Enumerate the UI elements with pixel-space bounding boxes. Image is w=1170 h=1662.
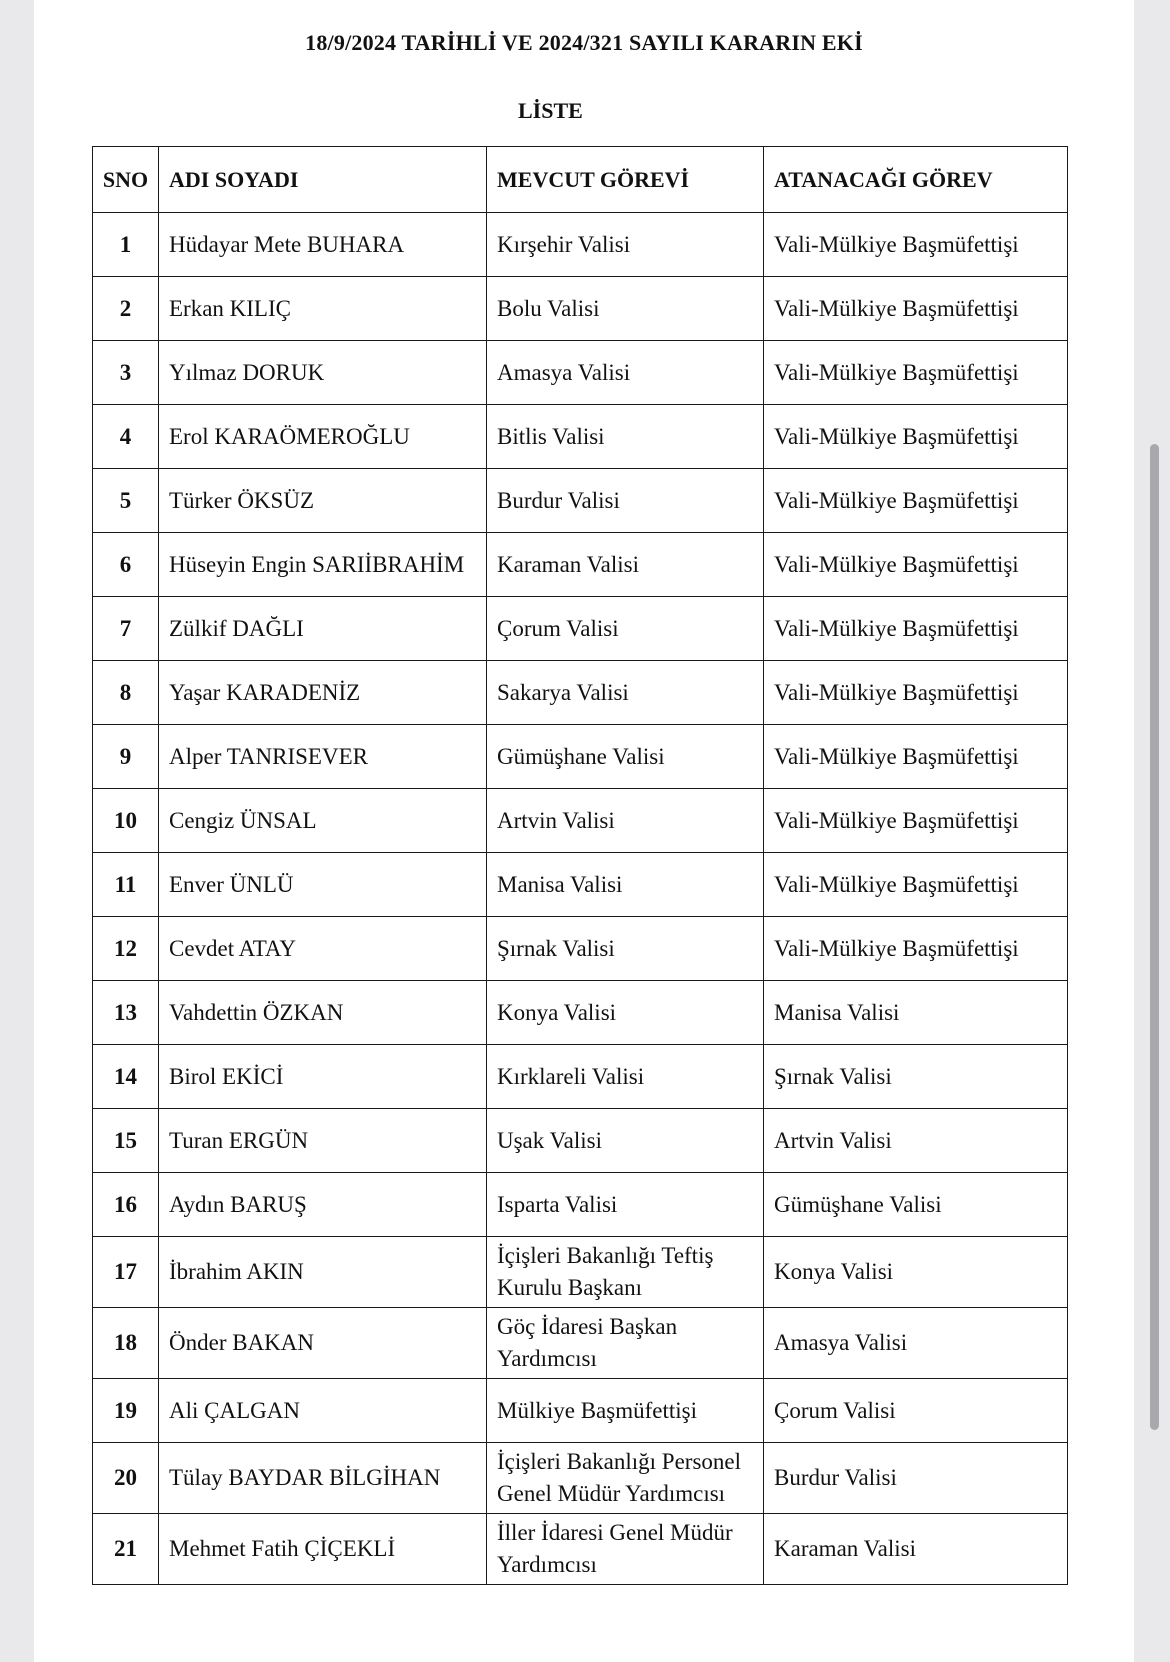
header-assigned-position: ATANACAĞI GÖREV [764, 147, 1068, 213]
cell-sno: 12 [93, 917, 159, 981]
table-row [93, 661, 1068, 725]
cell-assigned-position: Amasya Valisi [764, 1308, 1068, 1379]
cell-sno: 1 [93, 213, 159, 277]
cell-name: Yaşar KARADENİZ [159, 661, 487, 725]
cell-current-position: Çorum Valisi [487, 597, 764, 661]
cell-assigned-position: Konya Valisi [764, 1237, 1068, 1308]
table-row [93, 341, 1068, 405]
cell-sno: 5 [93, 469, 159, 533]
cell-current-position: Artvin Valisi [487, 789, 764, 853]
cell-sno: 14 [93, 1045, 159, 1109]
table-row [93, 1514, 1068, 1585]
cell-current-position: Gümüşhane Valisi [487, 725, 764, 789]
cell-sno: 6 [93, 533, 159, 597]
cell-assigned-position: Vali-Mülkiye Başmüfettişi [764, 533, 1068, 597]
cell-assigned-position: Vali-Mülkiye Başmüfettişi [764, 853, 1068, 917]
cell-sno: 19 [93, 1379, 159, 1443]
cell-name: Cevdet ATAY [159, 917, 487, 981]
cell-current-position: Bitlis Valisi [487, 405, 764, 469]
cell-sno: 17 [93, 1237, 159, 1308]
cell-name: Yılmaz DORUK [159, 341, 487, 405]
cell-current-position: Kırklareli Valisi [487, 1045, 764, 1109]
cell-sno: 4 [93, 405, 159, 469]
cell-sno: 3 [93, 341, 159, 405]
cell-assigned-position: Vali-Mülkiye Başmüfettişi [764, 789, 1068, 853]
cell-sno: 9 [93, 725, 159, 789]
cell-assigned-position: Karaman Valisi [764, 1514, 1068, 1585]
cell-current-position: Konya Valisi [487, 981, 764, 1045]
cell-name: Turan ERGÜN [159, 1109, 487, 1173]
document-page [34, 0, 1134, 1662]
cell-assigned-position: Vali-Mülkiye Başmüfettişi [764, 661, 1068, 725]
header-sno: SNO [93, 147, 159, 213]
cell-assigned-position: Manisa Valisi [764, 981, 1068, 1045]
cell-name: Alper TANRISEVER [159, 725, 487, 789]
cell-sno: 15 [93, 1109, 159, 1173]
cell-name: Tülay BAYDAR BİLGİHAN [159, 1443, 487, 1514]
cell-current-position: Manisa Valisi [487, 853, 764, 917]
document-title: 18/9/2024 TARİHLİ VE 2024/321 SAYILI KARARIN EKİ [305, 30, 863, 55]
cell-sno: 2 [93, 277, 159, 341]
cell-sno: 16 [93, 1173, 159, 1237]
table-row [93, 469, 1068, 533]
cell-current-position: İller İdaresi Genel Müdür Yardımcısı [487, 1514, 764, 1585]
cell-name: Zülkif DAĞLI [159, 597, 487, 661]
cell-sno: 8 [93, 661, 159, 725]
cell-current-position: Göç İdaresi Başkan Yardımcısı [487, 1308, 764, 1379]
cell-current-position: Bolu Valisi [487, 277, 764, 341]
table-row [93, 1379, 1068, 1443]
cell-name: Erkan KILIÇ [159, 277, 487, 341]
table-row [93, 917, 1068, 981]
table-row [93, 1109, 1068, 1173]
table-header-row [93, 147, 1068, 213]
cell-assigned-position: Şırnak Valisi [764, 1045, 1068, 1109]
cell-sno: 20 [93, 1443, 159, 1514]
cell-current-position: Şırnak Valisi [487, 917, 764, 981]
table-row [93, 213, 1068, 277]
cell-assigned-position: Vali-Mülkiye Başmüfettişi [764, 341, 1068, 405]
cell-current-position: Burdur Valisi [487, 469, 764, 533]
cell-sno: 7 [93, 597, 159, 661]
cell-name: Ali ÇALGAN [159, 1379, 487, 1443]
cell-sno: 18 [93, 1308, 159, 1379]
cell-name: Enver ÜNLÜ [159, 853, 487, 917]
cell-assigned-position: Vali-Mülkiye Başmüfettişi [764, 597, 1068, 661]
cell-assigned-position: Vali-Mülkiye Başmüfettişi [764, 917, 1068, 981]
cell-name: Birol EKİCİ [159, 1045, 487, 1109]
cell-current-position: Uşak Valisi [487, 1109, 764, 1173]
cell-sno: 10 [93, 789, 159, 853]
vertical-scrollbar[interactable] [1150, 444, 1159, 1430]
cell-name: Aydın BARUŞ [159, 1173, 487, 1237]
appointment-list-table [92, 146, 1068, 1585]
cell-assigned-position: Artvin Valisi [764, 1109, 1068, 1173]
cell-sno: 13 [93, 981, 159, 1045]
cell-assigned-position: Vali-Mülkiye Başmüfettişi [764, 277, 1068, 341]
cell-sno: 21 [93, 1514, 159, 1585]
cell-assigned-position: Vali-Mülkiye Başmüfettişi [764, 469, 1068, 533]
cell-name: Vahdettin ÖZKAN [159, 981, 487, 1045]
table-row [93, 277, 1068, 341]
table-row [93, 725, 1068, 789]
cell-assigned-position: Vali-Mülkiye Başmüfettişi [764, 405, 1068, 469]
header-name: ADI SOYADI [159, 147, 487, 213]
table-row [93, 1237, 1068, 1308]
cell-name: Hüseyin Engin SARIİBRAHİM [159, 533, 487, 597]
cell-current-position: Mülkiye Başmüfettişi [487, 1379, 764, 1443]
cell-name: Cengiz ÜNSAL [159, 789, 487, 853]
cell-current-position: Amasya Valisi [487, 341, 764, 405]
table-row [93, 1443, 1068, 1514]
header-current-position: MEVCUT GÖREVİ [487, 147, 764, 213]
table-row [93, 853, 1068, 917]
cell-sno: 11 [93, 853, 159, 917]
table-row [93, 533, 1068, 597]
cell-assigned-position: Vali-Mülkiye Başmüfettişi [764, 213, 1068, 277]
cell-current-position: Kırşehir Valisi [487, 213, 764, 277]
table-row [93, 981, 1068, 1045]
table-row [93, 597, 1068, 661]
cell-assigned-position: Burdur Valisi [764, 1443, 1068, 1514]
cell-current-position: Karaman Valisi [487, 533, 764, 597]
cell-current-position: İçişleri Bakanlığı Personel Genel Müdür Yardımcısı [487, 1443, 764, 1514]
list-heading: LİSTE [518, 98, 583, 123]
table-row [93, 1045, 1068, 1109]
cell-name: Erol KARAÖMEROĞLU [159, 405, 487, 469]
cell-assigned-position: Vali-Mülkiye Başmüfettişi [764, 725, 1068, 789]
cell-assigned-position: Gümüşhane Valisi [764, 1173, 1068, 1237]
table-row [93, 1308, 1068, 1379]
cell-current-position: Sakarya Valisi [487, 661, 764, 725]
table-row [93, 789, 1068, 853]
table-row [93, 405, 1068, 469]
cell-name: Hüdayar Mete BUHARA [159, 213, 487, 277]
cell-current-position: İçişleri Bakanlığı Teftiş Kurulu Başkanı [487, 1237, 764, 1308]
cell-name: Önder BAKAN [159, 1308, 487, 1379]
table-row [93, 1173, 1068, 1237]
cell-name: İbrahim AKIN [159, 1237, 487, 1308]
cell-current-position: Isparta Valisi [487, 1173, 764, 1237]
cell-name: Türker ÖKSÜZ [159, 469, 487, 533]
cell-assigned-position: Çorum Valisi [764, 1379, 1068, 1443]
cell-name: Mehmet Fatih ÇİÇEKLİ [159, 1514, 487, 1585]
